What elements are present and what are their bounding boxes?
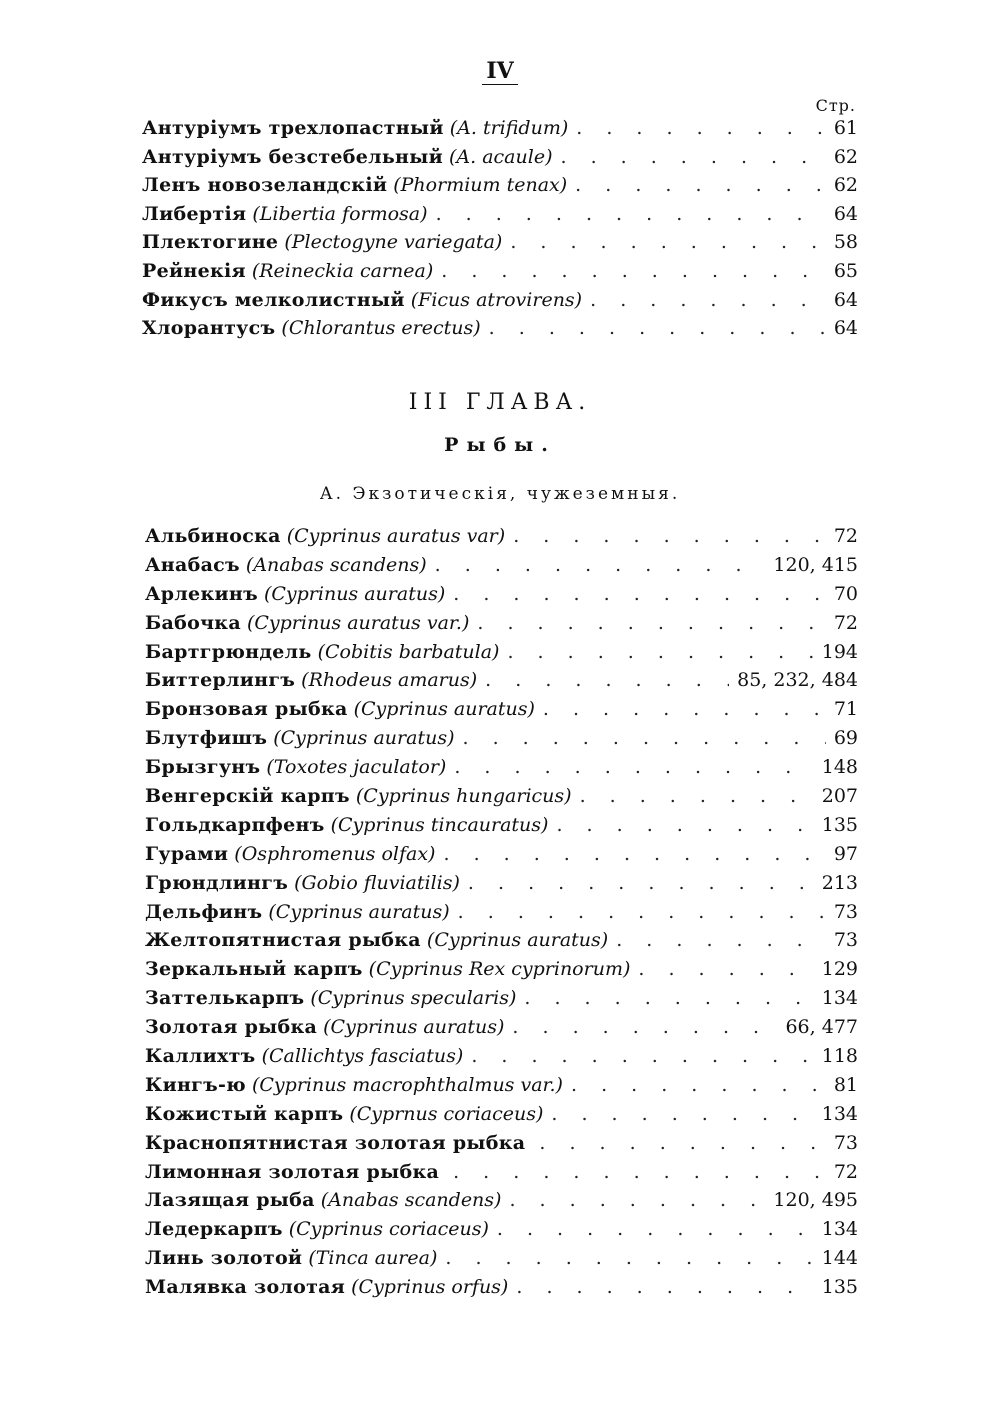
leader-dots: [590, 286, 826, 315]
leader-dots: [516, 1273, 813, 1302]
leader-dots: [462, 724, 825, 753]
plant-index-list: [142, 114, 858, 343]
fish-index-list: [145, 522, 858, 1302]
index-entry: [145, 551, 858, 580]
entry-name: Хлорантусъ: [142, 317, 276, 340]
leader-dots: [458, 898, 826, 927]
entry-page: 69: [833, 727, 858, 750]
entry-name: Биттерлингъ: [145, 669, 296, 692]
entry-latin: (Cyprinus auratus): [273, 727, 455, 750]
entry-name: Лазящая рыба: [145, 1189, 315, 1212]
entry-page: 135: [821, 813, 858, 836]
entry-name: Анабасъ: [145, 553, 240, 576]
entry-name: Малявка золотая: [145, 1276, 346, 1299]
index-entry: [142, 143, 858, 172]
entry-latin: (Callichtys fasciatus): [261, 1045, 464, 1068]
index-entry: [145, 638, 858, 667]
entry-name: Кожистый карпъ: [145, 1102, 344, 1125]
leader-dots: [443, 840, 825, 869]
entry-page: 62: [833, 145, 858, 168]
subsection-heading: А. Экзотическія, чужеземныя.: [319, 484, 681, 504]
index-entry: [145, 1273, 858, 1302]
leader-dots: [560, 143, 825, 172]
leader-dots: [485, 666, 729, 695]
index-entry: [145, 1071, 858, 1100]
index-entry: [145, 1013, 858, 1042]
entry-latin: (A. trifidum): [449, 117, 569, 139]
index-entry: [142, 200, 858, 229]
leader-dots: [436, 200, 826, 229]
entry-name: Брызгунъ: [145, 756, 261, 779]
index-entry: [145, 1129, 858, 1158]
entry-latin: (Cyprinus auratus): [268, 900, 450, 923]
entry-name: Альбиноска: [145, 525, 281, 547]
entry-latin: (Cyprinus auratus var): [286, 525, 506, 547]
entry-latin: (Cyprinus macrophthalmus var.): [251, 1073, 563, 1096]
entry-name: Венгерскій карпъ: [145, 785, 350, 808]
entry-latin: (Cyprinus auratus): [263, 582, 446, 605]
entry-page: 73: [833, 1131, 858, 1154]
entry-page: 61: [833, 117, 858, 139]
leader-dots: [509, 1186, 765, 1215]
leader-dots: [477, 609, 825, 638]
index-entry: [145, 1215, 858, 1244]
entry-page: 120, 415: [773, 553, 858, 576]
index-entry: [145, 869, 858, 898]
entry-page: 62: [833, 174, 858, 197]
leader-dots: [453, 1158, 826, 1187]
index-entry: [145, 782, 858, 811]
index-entry: [145, 1158, 858, 1187]
entry-name: Блутфишъ: [145, 727, 268, 750]
entry-latin: (Anabas scandens): [245, 553, 427, 576]
leader-dots: [576, 114, 826, 143]
entry-name: Кингъ-ю: [145, 1073, 246, 1096]
entry-latin: (Cyprinus auratus): [323, 1016, 505, 1039]
page-column-label: Стр.: [815, 96, 856, 115]
entry-page: 144: [821, 1247, 858, 1270]
entry-name: Каллихтъ: [145, 1045, 256, 1068]
leader-dots: [510, 228, 826, 257]
entry-name: Дельфинъ: [145, 900, 263, 923]
leader-dots: [512, 1013, 777, 1042]
leader-dots: [551, 1100, 813, 1129]
entry-page: 194: [821, 640, 858, 663]
entry-page: 73: [833, 900, 858, 923]
index-entry: [145, 695, 858, 724]
index-entry: [142, 114, 858, 143]
leader-dots: [524, 984, 813, 1013]
entry-name: Линь золотой: [145, 1247, 303, 1270]
entry-page: 129: [821, 958, 858, 981]
entry-latin: (Cyprnus coriaceus): [349, 1102, 544, 1125]
entry-page: 72: [833, 1160, 858, 1183]
leader-dots: [616, 926, 826, 955]
entry-latin: (Libertia formosa): [252, 202, 428, 225]
entry-latin: (Cyprinus specularis): [310, 987, 517, 1010]
entry-page: 64: [833, 288, 858, 311]
entry-latin: (Cobitis barbatula): [317, 640, 500, 663]
index-entry: [142, 171, 858, 200]
entry-latin: (Phormium tenax): [393, 174, 568, 197]
leader-dots: [497, 1215, 814, 1244]
entry-name: Краснопятнистая золотая рыбка: [145, 1131, 526, 1154]
entry-latin: (Cyprinus tincauratus): [330, 813, 549, 836]
leader-dots: [543, 695, 826, 724]
entry-page: 97: [833, 842, 858, 865]
index-entry: [142, 257, 858, 286]
leader-dots: [638, 955, 813, 984]
entry-page: 134: [821, 987, 858, 1010]
entry-page: 65: [833, 259, 858, 282]
leader-dots: [507, 638, 813, 667]
index-entry: [145, 724, 858, 753]
entry-page: 64: [833, 317, 858, 340]
entry-name: Антуріумъ безстебельный: [142, 145, 443, 168]
index-entry: [145, 840, 858, 869]
entry-latin: (Reineckia carnea): [251, 259, 434, 282]
leader-dots: [441, 257, 826, 286]
entry-page: 72: [833, 611, 858, 634]
leader-dots: [454, 753, 813, 782]
entry-page: 70: [833, 582, 858, 605]
entry-page: 64: [833, 202, 858, 225]
index-entry: [145, 1100, 858, 1129]
chapter-title: III ГЛАВА.: [408, 390, 592, 415]
entry-latin: (Tinca aurea): [308, 1247, 438, 1270]
leader-dots: [556, 811, 813, 840]
entry-page: 207: [821, 785, 858, 808]
leader-dots: [453, 580, 826, 609]
index-entry: [145, 522, 858, 551]
entry-latin: (Cyprinus Rex cyprinorum): [368, 958, 631, 981]
entry-latin: (Toxotes jaculator): [266, 756, 447, 779]
entry-page: 71: [833, 698, 858, 721]
entry-latin: (A. acaule): [449, 145, 553, 168]
entry-latin: (Rhodeus amarus): [301, 669, 478, 692]
entry-page: 120, 495: [773, 1189, 858, 1212]
entry-latin: (Osphromenus olfax): [234, 842, 436, 865]
entry-name: Бабочка: [145, 611, 241, 634]
entry-name: Гольдкарпфенъ: [145, 813, 325, 836]
entry-latin: (Cyprinus auratus): [426, 929, 609, 952]
leader-dots: [445, 1244, 813, 1273]
entry-latin: (Ficus atrovirens): [410, 288, 583, 311]
entry-name: Бронзовая рыбка: [145, 698, 348, 721]
entry-latin: (Anabas scandens): [320, 1189, 502, 1212]
entry-page: 135: [821, 1276, 858, 1299]
entry-name: Арлекинъ: [145, 582, 258, 605]
index-entry: [145, 1244, 858, 1273]
leader-dots: [580, 782, 814, 811]
entry-page: 118: [821, 1045, 858, 1068]
entry-name: Лимонная золотая рыбка: [145, 1160, 440, 1183]
index-entry: [145, 984, 858, 1013]
leader-dots: [575, 171, 826, 200]
leader-dots: [513, 522, 826, 551]
entry-name: Грюндлингъ: [145, 871, 289, 894]
entry-latin: (Chlorantus erectus): [281, 317, 481, 340]
leader-dots: [468, 869, 814, 898]
entry-name: Заттелькарпъ: [145, 987, 305, 1010]
leader-dots: [539, 1129, 825, 1158]
index-entry: [145, 955, 858, 984]
entry-name: Ледеркарпъ: [145, 1218, 283, 1241]
entry-latin: (Gobio fluviatilis): [294, 871, 460, 894]
index-entry: [142, 314, 858, 343]
page-number: IV: [0, 58, 1000, 84]
entry-page: 213: [821, 871, 858, 894]
entry-name: Зеркальный карпъ: [145, 958, 363, 981]
entry-name: Фикусъ мелколистный: [142, 288, 405, 311]
leader-dots: [489, 314, 826, 343]
index-entry: [145, 753, 858, 782]
entry-page: 148: [821, 756, 858, 779]
entry-name: Золотая рыбка: [145, 1016, 318, 1039]
entry-name: Желтопятнистая рыбка: [145, 929, 421, 952]
leader-dots: [471, 1042, 813, 1071]
entry-page: 81: [833, 1073, 858, 1096]
index-entry: [145, 811, 858, 840]
entry-name: Гурами: [145, 842, 229, 865]
index-entry: [142, 228, 858, 257]
index-entry: [145, 1186, 858, 1215]
index-entry: [145, 609, 858, 638]
index-entry: [145, 898, 858, 927]
entry-name: Плектогине: [142, 231, 279, 254]
entry-name: Антуріумъ трехлопастный: [142, 117, 444, 139]
index-entry: [145, 926, 858, 955]
entry-name: Ленъ новозеландскій: [142, 174, 388, 197]
entry-latin: (Cyprinus coriaceus): [288, 1218, 489, 1241]
entry-latin: (Cyprinus auratus var.): [246, 611, 470, 634]
entry-name: Либертія: [142, 202, 247, 225]
entry-page: 58: [833, 231, 858, 254]
leader-dots: [435, 551, 766, 580]
entry-page: 134: [821, 1218, 858, 1241]
index-entry: [142, 286, 858, 315]
index-entry: [145, 580, 858, 609]
index-entry: [145, 1042, 858, 1071]
chapter-subtitle: Рыбы.: [444, 434, 556, 456]
entry-page: 66, 477: [785, 1016, 858, 1039]
entry-page: 73: [833, 929, 858, 952]
entry-latin: (Cyprinus hungaricus): [355, 785, 572, 808]
leader-dots: [571, 1071, 826, 1100]
entry-latin: (Plectogyne variegata): [284, 231, 503, 254]
entry-page: 72: [833, 525, 858, 547]
entry-name: Бартгрюндель: [145, 640, 312, 663]
entry-latin: (Cyprinus orfus): [351, 1276, 509, 1299]
entry-page: 134: [821, 1102, 858, 1125]
entry-page: 85, 232, 484: [737, 669, 858, 692]
entry-latin: (Cyprinus auratus): [353, 698, 535, 721]
entry-name: Рейнекія: [142, 259, 246, 282]
index-entry: [145, 666, 858, 695]
